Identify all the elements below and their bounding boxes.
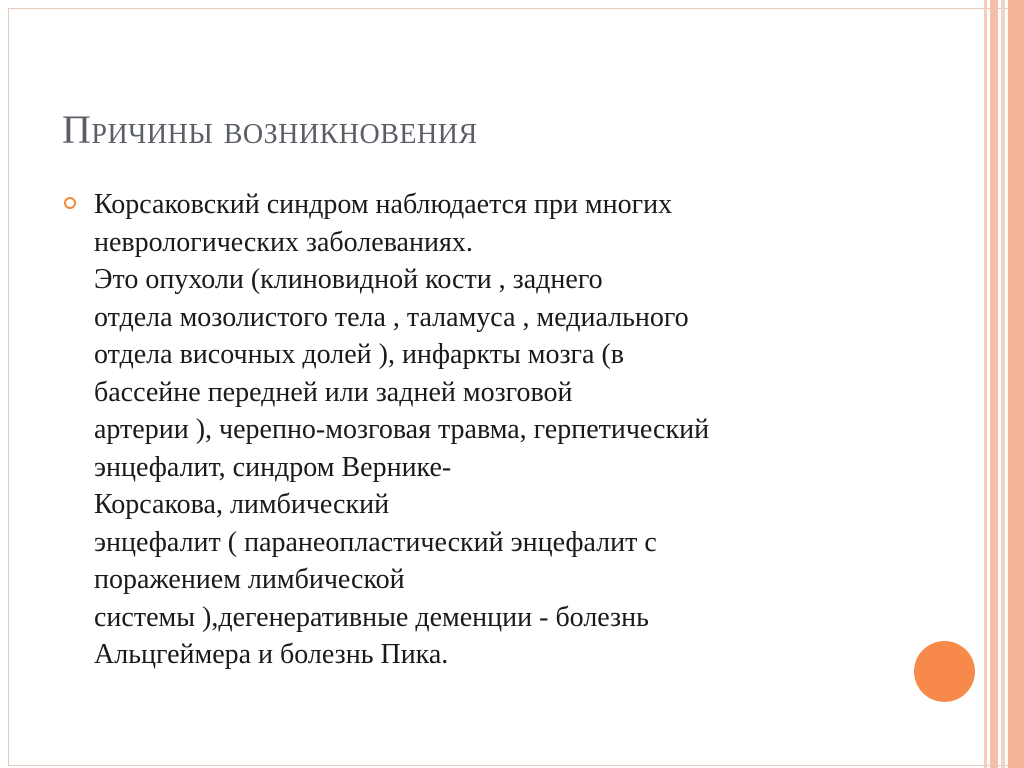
decorative-stripe: [984, 0, 987, 768]
bullet-text-line: Это опухоли (клиновидной кости , заднего: [94, 264, 603, 295]
decorative-stripe: [1008, 0, 1024, 768]
bullet-list: [64, 186, 864, 674]
bullet-text-line: артерии ), черепно-мозговая травма, герпетический: [94, 414, 710, 445]
bullet-text-line: энцефалит, синдром Вернике-: [94, 451, 452, 483]
decorative-stripe: [1001, 0, 1005, 768]
bullet-text-line: отдела мозолистого тела , таламуса , медиального: [94, 301, 689, 333]
decorative-stripe: [990, 0, 998, 768]
slide-title: Причины возникновения: [62, 107, 478, 152]
bullet-text-line: системы ),дегенеративные деменции - болезнь: [94, 601, 649, 633]
bullet-text-line: энцефалит ( паранеопластический энцефалит с: [94, 526, 657, 558]
bullet-text-line: Альцгеймера и болезнь Пика.: [94, 639, 449, 670]
bullet-text-line: Корсакова, лимбический: [94, 489, 390, 520]
bullet-text-line: бассейне передней или задней мозговой: [94, 376, 573, 408]
bullet-item: [64, 186, 864, 674]
ring-bullet-icon: [64, 197, 76, 209]
orange-circle-decoration: [914, 641, 975, 702]
bullet-text-line: неврологических заболеваниях.: [94, 226, 473, 258]
bullet-text-line: поражением лимбической: [94, 564, 405, 595]
bullet-text-line: Корсаковский синдром наблюдается при многих: [94, 189, 673, 220]
bullet-text-line: отдела височных долей ), инфаркты мозга (в: [94, 339, 625, 370]
